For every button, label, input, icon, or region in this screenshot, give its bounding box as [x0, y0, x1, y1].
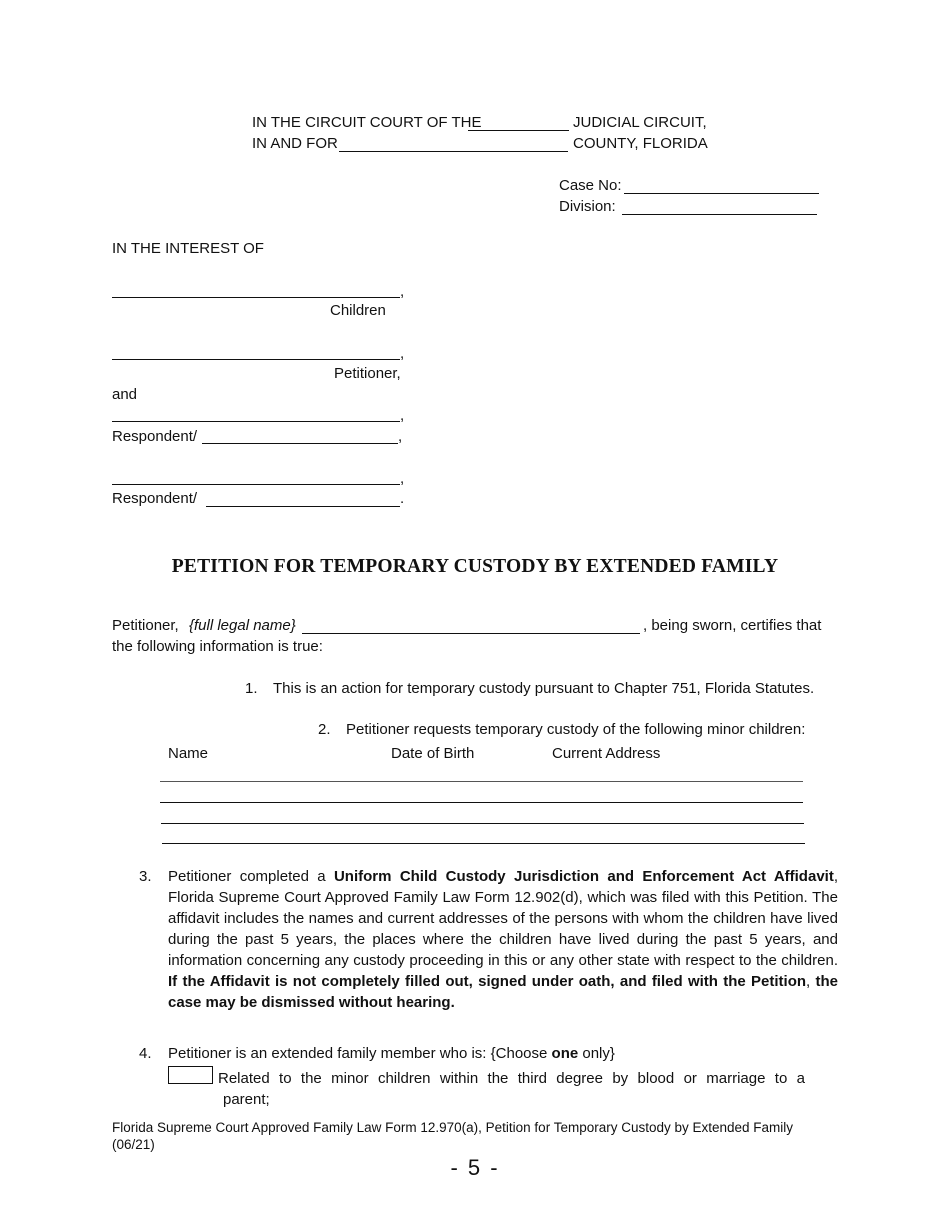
- county-line-prefix: IN AND FOR: [252, 135, 338, 152]
- respondent2-period: .: [400, 490, 405, 507]
- respondent2-label: Respondent/: [112, 490, 198, 507]
- item3-part-c: , Florida Supreme Court Approved Family Law Form 12.902(d), which was filed with this Petition. The affidavit includes the names and current addresses of the persons with whom the children have lived during the past 5 years, the places where the children have lived during the past 5 years, and information concerning any custody proceeding in this or any other state with respect to the children.: [168, 868, 838, 969]
- division-label: Division:: [559, 198, 616, 215]
- intro-line2: the following information is true:: [112, 638, 323, 655]
- item1-number: 1.: [245, 680, 258, 697]
- respondent2-name-comma: ,: [400, 470, 405, 487]
- respondent2-name-blank[interactable]: [112, 484, 400, 485]
- interest-of-label: IN THE INTEREST OF: [112, 240, 264, 257]
- item4-number: 4.: [139, 1045, 152, 1062]
- table-header-dob: Date of Birth: [391, 745, 475, 762]
- document-title: PETITION FOR TEMPORARY CUSTODY BY EXTENDED FAMILY: [171, 556, 779, 577]
- children-label: Children: [330, 302, 386, 319]
- item4-one: one: [551, 1045, 579, 1062]
- children-comma: ,: [400, 283, 405, 300]
- item3-warning-2: the case may be dismissed without hearing.: [168, 973, 838, 1011]
- item3-paragraph: [168, 866, 838, 1013]
- petitioner-comma: ,: [400, 345, 405, 362]
- county-line-suffix: COUNTY, FLORIDA: [573, 135, 708, 152]
- respondent1-comma: ,: [398, 428, 403, 445]
- child-row-2-line[interactable]: [160, 802, 803, 803]
- division-blank[interactable]: [622, 214, 817, 215]
- item4-part-c: only}: [578, 1045, 615, 1062]
- petitioner-full-name-blank[interactable]: [302, 633, 640, 634]
- item1-text: This is an action for temporary custody pursuant to Chapter 751, Florida Statutes.: [273, 680, 815, 697]
- option-related-line1: Related to the minor children within the third degree by blood or marriage to a: [218, 1070, 805, 1087]
- footer-form-title: Florida Supreme Court Approved Family Law Form 12.970(a), Petition for Temporary Custody by Extended Family: [112, 1120, 794, 1135]
- item2-text: Petitioner requests temporary custody of the following minor children:: [346, 721, 806, 738]
- item3-part-e: ,: [806, 973, 816, 990]
- child-row-4-line[interactable]: [162, 843, 805, 844]
- intro-name-hint: {full legal name}: [189, 617, 296, 634]
- item2-number: 2.: [318, 721, 331, 738]
- intro-prefix: Petitioner,: [112, 617, 179, 634]
- respondent1-blank[interactable]: [202, 443, 398, 444]
- option-related-line2: parent;: [223, 1091, 270, 1108]
- child-row-3-line[interactable]: [161, 823, 804, 824]
- case-no-blank[interactable]: [624, 193, 819, 194]
- county-blank[interactable]: [339, 151, 568, 152]
- table-header-name: Name: [168, 745, 209, 762]
- item3-part-a: Petitioner completed a: [168, 868, 334, 885]
- item3-number: 3.: [139, 868, 152, 885]
- petitioner-label: Petitioner,: [334, 365, 401, 382]
- child-row-1-line[interactable]: [160, 781, 803, 782]
- children-blank[interactable]: [112, 297, 400, 298]
- table-header-address: Current Address: [552, 745, 661, 762]
- and-label: and: [112, 386, 138, 403]
- item4-part-a: Petitioner is an extended family member who is: {Choose: [168, 1045, 552, 1062]
- option-related-checkbox[interactable]: [168, 1066, 213, 1084]
- circuit-blank[interactable]: [468, 130, 569, 131]
- footer-form-date: (06/21): [112, 1137, 155, 1152]
- item4-text: [168, 1045, 615, 1063]
- court-line-prefix: IN THE CIRCUIT COURT OF THE: [252, 114, 482, 131]
- intro-suffix: , being sworn, certifies that: [643, 617, 822, 634]
- case-no-label: Case No:: [559, 177, 622, 194]
- page-number: - 5 -: [450, 1155, 500, 1180]
- respondent1-name-blank[interactable]: [112, 421, 400, 422]
- court-line-suffix: JUDICIAL CIRCUIT,: [573, 114, 707, 131]
- respondent1-name-comma: ,: [400, 407, 405, 424]
- respondent2-blank[interactable]: [206, 506, 400, 507]
- respondent1-label: Respondent/: [112, 428, 198, 445]
- item3-affidavit-name: Uniform Child Custody Jurisdiction and Enforcement Act Affidavit: [333, 868, 834, 885]
- item3-warning-1: If the Affidavit is not completely filled out, signed under oath, and filed with the Petition: [168, 973, 807, 990]
- petitioner-blank[interactable]: [112, 359, 400, 360]
